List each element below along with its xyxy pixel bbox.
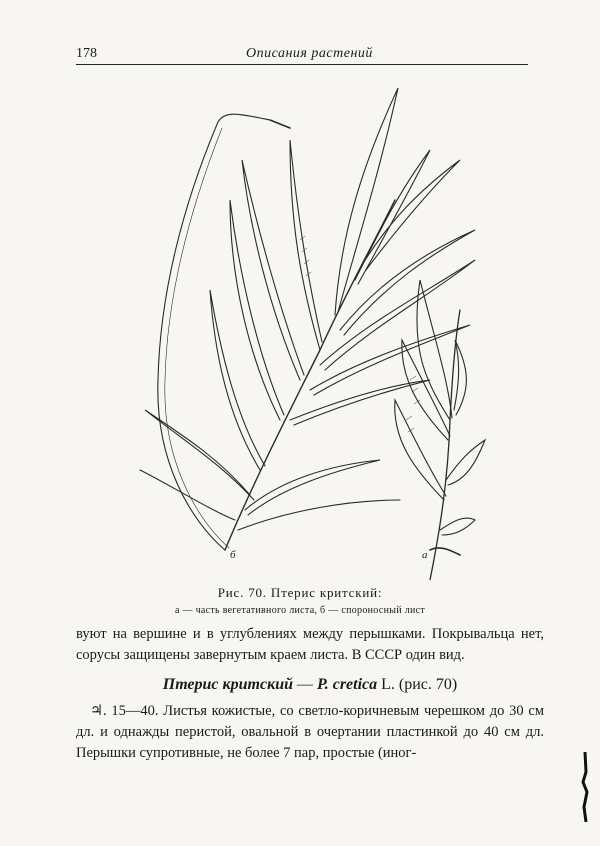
page-number: 178	[76, 46, 97, 61]
sterile-pinna	[395, 400, 446, 500]
sterile-pinna	[440, 518, 475, 535]
figure-label-a: а	[422, 549, 428, 561]
species-dash: —	[293, 676, 317, 693]
pinna	[335, 88, 398, 315]
fern-illustration	[130, 80, 500, 580]
figure-caption	[60, 585, 540, 616]
pinna	[320, 260, 475, 370]
sterile-pinna	[402, 340, 450, 440]
pinna	[230, 200, 284, 420]
page-edge-mark	[578, 752, 592, 822]
running-title: Описания растений	[246, 46, 373, 61]
species-name-latin: P. cretica	[317, 676, 378, 693]
sterile-pinna	[417, 280, 452, 420]
caption-title: Рис. 70. Птерис критский:	[217, 585, 383, 600]
page-header	[76, 44, 528, 65]
pinna	[290, 140, 322, 350]
pinna	[140, 470, 235, 520]
sterile-pinna	[446, 440, 485, 485]
figure-label-b: б	[230, 549, 236, 561]
fern-drawing	[130, 80, 500, 580]
species-name-russian: Птерис критский	[162, 676, 293, 693]
pinna	[340, 230, 475, 335]
body-text	[76, 624, 544, 764]
species-author: L. (рис. 70)	[377, 676, 458, 693]
fertile-frond-petiole	[158, 114, 270, 550]
pinna	[355, 150, 430, 284]
pinna	[210, 290, 265, 470]
caption-legend: а — часть вегетативного листа, б — спороносный лист	[174, 605, 426, 616]
species-heading	[76, 674, 544, 695]
paragraph-1: вуют на вершине и в углублениях между перышками. Покрывальца нет, сорусы защищены завернутым краем листа. В СССР один вид.	[76, 626, 544, 663]
pinna	[245, 460, 380, 515]
sterile-frond-rachis	[430, 310, 460, 580]
paragraph-2: ♃. 15—40. Листья кожистые, со светло-коричневым черешком до 30 см дл. и однажды перистой, овальной в очертании пластинкой до 40 см дл. Перышки супротивные, не более 7 пар, простые (иног-	[76, 703, 544, 761]
sterile-pinna	[454, 340, 466, 415]
